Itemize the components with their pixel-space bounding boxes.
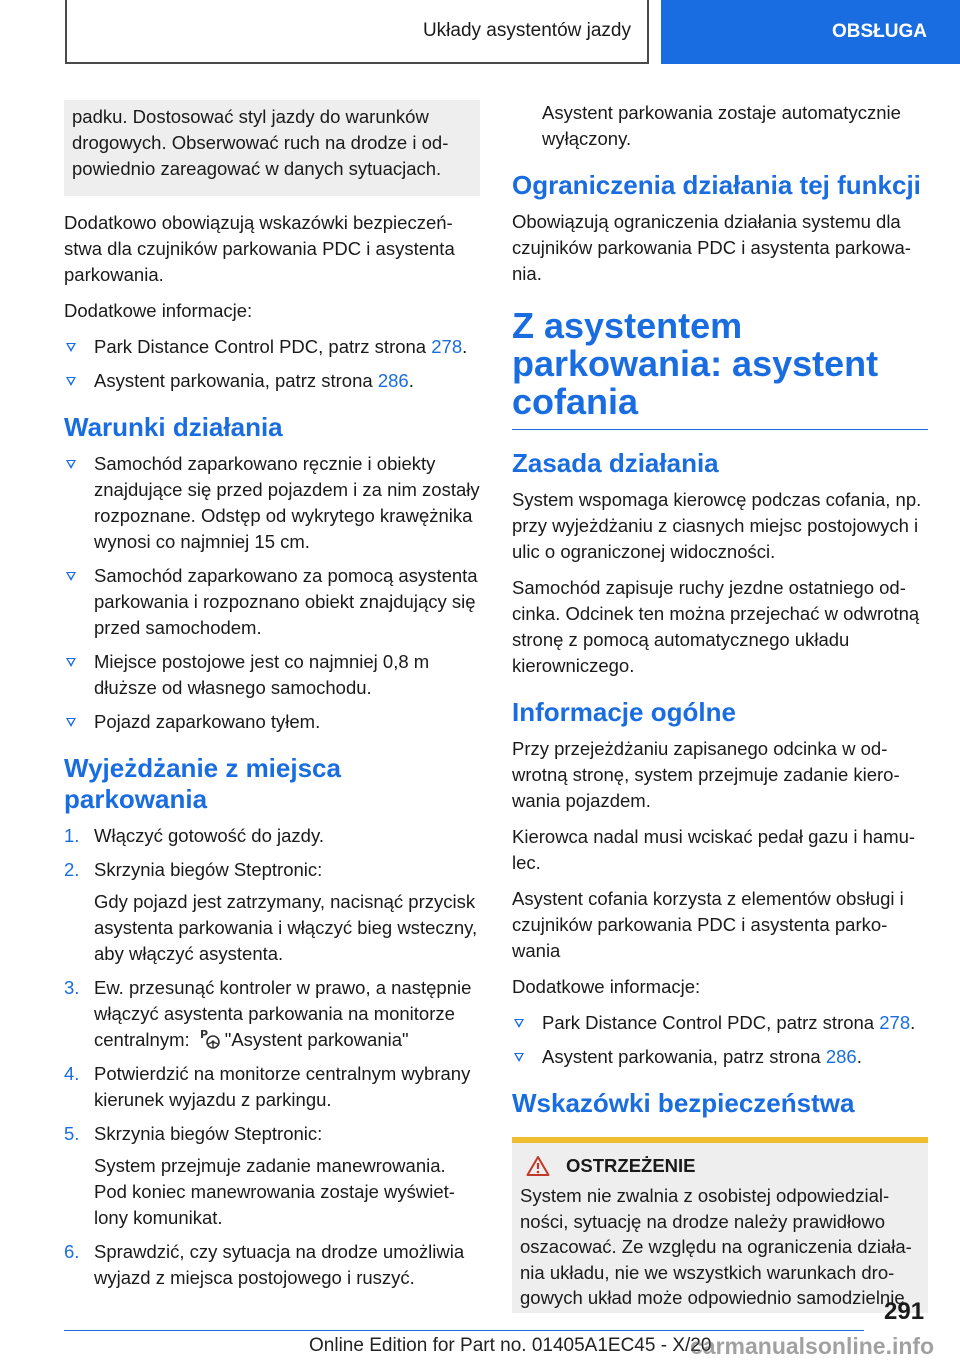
- step-detail: System przejmuje zadanie manewrowania. Pod koniec manewrowania zostaje wyświetlony komunikat.: [94, 1155, 455, 1228]
- additional-info-list: [64, 334, 480, 394]
- section-tab[interactable]: [661, 0, 960, 64]
- step-item: 6. Sprawdzić, czy sytuacja na drodze umożliwia wyjazd z miejsca postojowego i ruszyć.: [64, 1241, 465, 1288]
- chapter-title: Układy asystentów jazdy: [422, 20, 631, 41]
- step-item: 2. Skrzynia biegów Steptronic: Gdy pojazd jest zatrzymany, nacisnąć przycisk asystenta parkowania i włączyć bieg wsteczny, aby włączyć asystenta.: [64, 857, 480, 967]
- auto-off-paragraph: Asystent parkowania zostaje automatycznie wyłączony.: [542, 102, 901, 149]
- step-item: 5. Skrzynia biegów Steptronic: System przejmuje zadanie manewrowania. Pod koniec manewrowania zostaje wyświetlony komunikat.: [64, 1121, 480, 1231]
- footer-divider: [64, 1330, 864, 1331]
- warning-box: [512, 1137, 928, 1313]
- triangle-bullet-icon: [66, 343, 76, 352]
- page-link[interactable]: 278: [879, 1012, 911, 1033]
- step-item: 4. Potwierdzić na monitorze centralnym wybrany kierunek wyjazdu z parkingu.: [64, 1063, 471, 1110]
- step-detail: Gdy pojazd jest zatrzymany, nacisnąć przycisk asystenta parkowania i włączyć bieg wsteczny, aby włączyć asystenta.: [94, 891, 478, 964]
- triangle-bullet-icon: [66, 572, 76, 581]
- triangle-bullet-icon: [66, 377, 76, 386]
- left-column: [64, 100, 480, 1301]
- triangle-bullet-icon: [66, 658, 76, 667]
- principle-paragraph-1: System wspomaga kierowcę podczas cofania, np. przy wyjeżdżaniu z ciasnych miejsc postojowych i ulic o ograniczonej widoczności.: [512, 489, 922, 562]
- step-item: 3. Ew. przesunąć kontroler w prawo, a następnie włączyć asystenta parkowania na monitorze centralnym: P "Asystent parkowania": [64, 977, 472, 1050]
- additional-info-label: Dodatkowe informacje:: [64, 300, 253, 321]
- list-item: Pojazd zaparkowano tyłem.: [64, 709, 480, 735]
- continued-note-box: [64, 100, 480, 196]
- list-item: Miejsce postojowe jest co najmniej 0,8 m dłuższe od własnego samochodu.: [64, 649, 480, 701]
- warning-triangle-icon: [526, 1155, 550, 1177]
- safety-reference-paragraph: Dodatkowo obowiązują wskazówki bezpieczeństwa dla czujników parkowania PDC i asystenta parkowania.: [64, 212, 455, 285]
- heading-reversing-assistant: Z asystentem parkowania: asystent cofania: [512, 307, 928, 430]
- page-link[interactable]: 286: [825, 1046, 857, 1067]
- footer-edition: Online Edition for Part no. 01405A1EC45 - X/20: [309, 1335, 712, 1356]
- general-paragraph-1: Przy przejeżdżaniu zapisanego odcinka w odwrotną stronę, system przejmuje zadanie kierowania pojazdem.: [512, 738, 900, 811]
- heading-exit-parking: Wyjeżdżanie z miejsca parkowania: [64, 753, 341, 814]
- watermark: carmanualsonline.info: [690, 1333, 935, 1359]
- general-paragraph-3: Asystent cofania korzysta z elementów obsługi i czujników parkowania PDC i asystenta parkowania: [512, 888, 904, 961]
- exit-steps-list: [64, 823, 480, 1291]
- principle-paragraph-2: Samochód zapisuje ruchy jezdne ostatniego odcinka. Odcinek ten można przejechać w odwrotną stronę z pomocą automatycznego układu kierowniczego.: [512, 577, 920, 676]
- warning-header: [520, 1155, 920, 1177]
- continued-note-text: padku. Dostosować styl jazdy do warunków drogowych. Obserwować ruch na drodze i odpowiednio zareagować w danych sytuacjach.: [72, 106, 449, 179]
- limits-paragraph: Obowiązują ograniczenia działania systemu dla czujników parkowania PDC i asystenta parkowania.: [512, 211, 911, 284]
- list-item: Samochód zaparkowano za pomocą asystenta parkowania i rozpoznano obiekt znajdujący się przed samochodem.: [64, 563, 480, 641]
- list-item: Asystent parkowania, patrz strona 286.: [512, 1044, 928, 1070]
- heading-principle: Zasada działania: [512, 448, 719, 478]
- heading-limits: Ograniczenia działania tej funkcji: [512, 170, 921, 200]
- warning-title: OSTRZEŻENIE: [566, 1155, 696, 1176]
- section-title: OBSŁUGA: [832, 21, 927, 42]
- heading-general-info: Informacje ogólne: [512, 697, 736, 727]
- page-number: 291: [884, 1298, 925, 1325]
- chapter-header: [65, 0, 649, 64]
- step-number: 3.: [64, 977, 80, 998]
- warning-text: System nie zwalnia z osobistej odpowiedzialności, sytuację na drodze należy prawidłowo oszacować. Ze względu na ograniczenia działania układu, nie we wszystkich warunkach drogowych układ może odpowiednio samodzielnie: [520, 1185, 912, 1308]
- step-number: 1.: [64, 825, 80, 846]
- heading-conditions: Warunki działania: [64, 412, 283, 442]
- triangle-bullet-icon: [514, 1053, 524, 1062]
- list-item: Asystent parkowania, patrz strona 286.: [64, 368, 480, 394]
- general-paragraph-2: Kierowca nadal musi wciskać pedał gazu i hamulec.: [512, 826, 916, 873]
- parking-assistant-icon: [199, 1027, 221, 1049]
- additional-info-label: Dodatkowe informacje:: [512, 976, 701, 997]
- step-number: 4.: [64, 1063, 80, 1084]
- svg-text:P: P: [199, 1028, 208, 1041]
- step-number: 6.: [64, 1241, 80, 1262]
- conditions-list: [64, 451, 480, 735]
- triangle-bullet-icon: [66, 460, 76, 469]
- list-item: Samochód zaparkowano ręcznie i obiekty znajdujące się przed pojazdem i za nim zostały rozpoznane. Odstęp od wykrytego krawężnika wynosi co najmniej 15 cm.: [64, 451, 480, 555]
- step-item: 1. Włączyć gotowość do jazdy.: [64, 823, 480, 849]
- heading-safety: Wskazówki bezpieczeństwa: [512, 1088, 855, 1118]
- step-number: 5.: [64, 1123, 80, 1144]
- right-column: [512, 100, 928, 1313]
- page-link[interactable]: 286: [377, 370, 409, 391]
- list-item: Park Distance Control PDC, patrz strona 278.: [512, 1010, 928, 1036]
- triangle-bullet-icon: [66, 718, 76, 727]
- step-number: 2.: [64, 859, 80, 880]
- list-item: Park Distance Control PDC, patrz strona 278.: [64, 334, 480, 360]
- triangle-bullet-icon: [514, 1019, 524, 1028]
- additional-info-list: [512, 1010, 928, 1070]
- page-link[interactable]: 278: [431, 336, 463, 357]
